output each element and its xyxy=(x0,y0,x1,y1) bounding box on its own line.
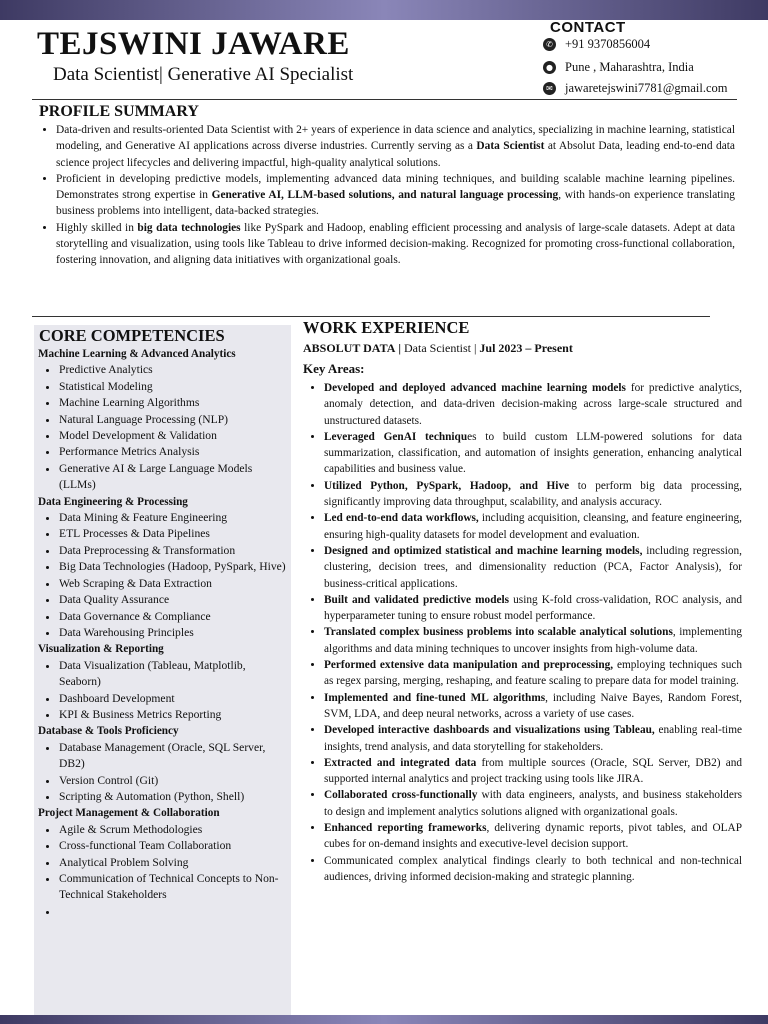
bold-text: big data technologies xyxy=(137,221,241,234)
competency-item: • Big Data Technologies (Hadoop, PySpark, Hive) xyxy=(59,559,290,575)
competency-item: • Natural Language Processing (NLP) xyxy=(59,412,290,428)
text: for predictive analytics, anomaly detection, and data-driven decision-making across large-scale structured and unstructured datasets. xyxy=(324,382,742,427)
bold-text: Generative AI, LLM-based solutions, and natural language processing xyxy=(211,189,559,202)
text: from multiple sources (Oracle, SQL Server, DB2) and supported internal analytics and project tracking using tools like JIRA. xyxy=(324,756,743,786)
job-position: Data Scientist | xyxy=(404,341,477,355)
bold-text: Developed interactive dashboards and visualizations using Tableau, xyxy=(324,724,655,737)
competency-item: • Agile & Scrum Methodologies xyxy=(59,822,290,838)
key-areas-heading: Key Areas: xyxy=(303,361,365,376)
text: like PySpark and Hadoop, enabling efficient processing and analysis of large-scale datasets. Adept at data storytelling and visualization, using tools like Tableau to drive informed decision-making. Recognized for promoting cross-functional collaboration, fostering innovation, and aligning data initiatives with organizational goals. xyxy=(56,221,736,267)
bold-text: Enhanced reporting frameworks xyxy=(324,822,487,835)
text: es to build custom LLM-powered solutions for data summarization, classification, and automation of insights generation, enhancing analytical capabilities and business value. xyxy=(324,430,742,476)
location-text: Pune , Maharashtra, India xyxy=(565,60,694,74)
text: Proficient in developing predictive models, implementing advanced data mining techniques, and building scalable machine learning pipelines. Demonstrates strong expertise in xyxy=(56,172,735,202)
work-title: WORK EXPERIENCE xyxy=(303,318,470,337)
competency-item: • Data Quality Assurance xyxy=(59,592,290,608)
work-item xyxy=(324,820,742,853)
text: Highly skilled in xyxy=(56,221,138,234)
summary-list xyxy=(39,122,735,269)
text: , with hands-on experience translating business problems into intelligent, data-backed strategies. xyxy=(56,189,735,218)
competency-category: Project Management & Collaboration xyxy=(38,807,220,820)
summary-item xyxy=(56,171,735,220)
bold-text: Performed extensive data manipulation and preprocessing, xyxy=(324,659,614,672)
bold-text: Collaborated cross-functionally xyxy=(324,789,478,802)
competency-item: • KPI & Business Metrics Reporting xyxy=(59,707,290,723)
work-item xyxy=(324,755,742,788)
bold-text: Designed and optimized statistical and machine learning models, xyxy=(324,544,643,557)
text: with data engineers, analysts, and business stakeholders to design and implement analytics solutions aligned with organizational goals. xyxy=(324,789,743,818)
competency-category: Machine Learning & Advanced Analytics xyxy=(38,348,236,360)
competency-item: • Communication of Technical Concepts to Non-Technical Stakeholders xyxy=(59,871,290,904)
work-item xyxy=(324,787,742,820)
bold-text: Led end-to-end data workflows, xyxy=(324,512,479,525)
bottom-decorative-bar xyxy=(0,1015,768,1024)
summary-title: PROFILE SUMMARY xyxy=(39,103,199,120)
competency-item: • Data Governance & Compliance xyxy=(59,609,290,625)
bold-text: Implemented and fine-tuned ML algorithms xyxy=(324,691,546,704)
contact-title: CONTACT xyxy=(550,19,626,36)
contact-phone xyxy=(543,37,650,52)
competency-item: • Data Mining & Feature Engineering xyxy=(59,510,290,526)
email-text: jawaretejswini7781@gmail.com xyxy=(565,81,728,95)
competency-item: • Scripting & Automation (Python, Shell) xyxy=(59,789,290,805)
competency-item: • Model Development & Validation xyxy=(59,428,290,444)
text: using K-fold cross-validation, ROC analysis, and hyperparameter tuning to ensure robust model performance. xyxy=(324,593,742,623)
candidate-name: TEJSWINI JAWARE xyxy=(37,26,350,62)
phone-icon: ✆ xyxy=(543,38,556,51)
bold-text: Built and validated predictive models xyxy=(324,593,510,606)
competency-item: • ETL Processes & Data Pipelines xyxy=(59,526,290,542)
work-item xyxy=(324,478,742,511)
text: at Absolut Data, leading end-to-end data science project lifecycles and delivering impactful, high-quality analytical solutions. xyxy=(56,140,735,169)
competency-items xyxy=(38,658,290,724)
competency-items xyxy=(38,510,290,641)
competency-item: • Data Preprocessing & Transformation xyxy=(59,543,290,559)
competency-item: • Generative AI & Large Language Models (LLMs) xyxy=(59,461,290,494)
summary-divider xyxy=(32,316,710,317)
bold-text: Utilized Python, PySpark, Hadoop, and Hive xyxy=(324,479,570,492)
job-header xyxy=(303,341,742,356)
bold-text: Developed and deployed advanced machine learning models xyxy=(324,382,626,394)
competency-category: Visualization & Reporting xyxy=(38,643,164,656)
bold-text: Extracted and integrated data xyxy=(324,756,477,769)
competency-item xyxy=(59,904,290,920)
work-item xyxy=(324,592,742,625)
header-divider xyxy=(32,99,737,100)
location-pin-icon: ● xyxy=(543,61,556,74)
work-item xyxy=(324,853,742,886)
profile-summary xyxy=(39,103,735,269)
contact-location xyxy=(543,60,694,75)
text: Data-driven and results-oriented Data Scientist with 2+ years of experience in data science and analytics, specializing in machine learning, statistical modeling, and Generative AI applications across diverse industries. Currently serving as a xyxy=(56,124,735,153)
competency-category: Data Engineering & Processing xyxy=(38,495,188,508)
competency-item: • Performance Metrics Analysis xyxy=(59,444,290,460)
summary-item xyxy=(56,122,735,171)
work-item xyxy=(324,690,742,723)
competency-category: Database & Tools Proficiency xyxy=(38,725,179,738)
work-item xyxy=(324,380,742,429)
work-experience xyxy=(303,318,742,885)
text: Communicated complex analytical findings clearly to both technical and non-technical audiences, driving informed decision-making and strategic planning. xyxy=(324,854,742,883)
competency-item: • Dashboard Development xyxy=(59,691,290,707)
competency-item: • Analytical Problem Solving xyxy=(59,855,290,871)
text: , including Naive Bayes, Random Forest, SVM, LDA, and deep neural networks, across a variety of use cases. xyxy=(324,691,743,720)
competency-item: • Statistical Modeling xyxy=(59,379,290,395)
text: employing techniques such as regex parsing, merging, reshaping, and feature scaling to prepare data for model training. xyxy=(324,659,742,688)
work-item xyxy=(324,624,742,657)
job-dates: Jul 2023 – Present xyxy=(479,341,573,355)
text: , delivering dynamic reports, pivot tables, and OLAP cubes for on-demand insights and executive-level decision support. xyxy=(324,822,742,851)
competency-item: • Web Scraping & Data Extraction xyxy=(59,576,290,592)
work-item xyxy=(324,543,742,592)
competency-item: • Cross-functional Team Collaboration xyxy=(59,838,290,854)
text: including regression, clustering, decision trees, and dimensionality reduction (PCA, Factor Analysis), for business-critical applications. xyxy=(324,544,742,590)
competency-items xyxy=(38,362,290,493)
competency-items xyxy=(38,740,290,806)
competencies-sidebar xyxy=(34,325,291,1015)
competency-item: • Data Warehousing Principles xyxy=(59,625,290,641)
top-decorative-bar xyxy=(0,0,768,20)
competencies-title: CORE COMPETENCIES xyxy=(39,326,225,345)
text: enabling real-time insights, trend analysis, and data storytelling for stakeholders. xyxy=(324,724,742,753)
work-item xyxy=(324,429,742,478)
summary-item xyxy=(56,220,735,269)
email-icon: ✉ xyxy=(543,82,556,95)
job-separator: | xyxy=(398,341,402,355)
competency-item: • Predictive Analytics xyxy=(59,362,290,378)
phone-text: +91 9370856004 xyxy=(565,37,651,51)
work-item xyxy=(324,722,742,755)
work-item xyxy=(324,657,742,690)
competency-items xyxy=(38,822,290,920)
competencies-list xyxy=(38,346,290,920)
bold-text: Data Scientist xyxy=(476,140,545,153)
bold-text: Translated complex business problems into scalable analytical solutions xyxy=(324,626,673,639)
competency-item: • Version Control (Git) xyxy=(59,773,290,789)
text: , implementing algorithms and data mining techniques to uncover insights from high-volume data. xyxy=(324,626,742,655)
contact-email xyxy=(543,81,728,96)
competency-item: • Data Visualization (Tableau, Matplotlib, Seaborn) xyxy=(59,658,290,691)
competency-item: • Machine Learning Algorithms xyxy=(59,395,290,411)
bold-text: Leveraged GenAI techniqu xyxy=(324,430,468,443)
text: including acquisition, cleansing, and feature engineering, ensuring high-quality datasets for model development and evaluation. xyxy=(324,512,742,541)
work-item xyxy=(324,510,742,543)
candidate-role: Data Scientist| Generative AI Specialist xyxy=(53,64,354,85)
company-name: ABSOLUT DATA xyxy=(303,341,396,355)
text: to perform big data processing, significantly improving data throughput, scalability, and analysis accuracy. xyxy=(324,479,742,509)
competency-item: • Database Management (Oracle, SQL Server, DB2) xyxy=(59,740,290,773)
work-list xyxy=(303,380,742,885)
